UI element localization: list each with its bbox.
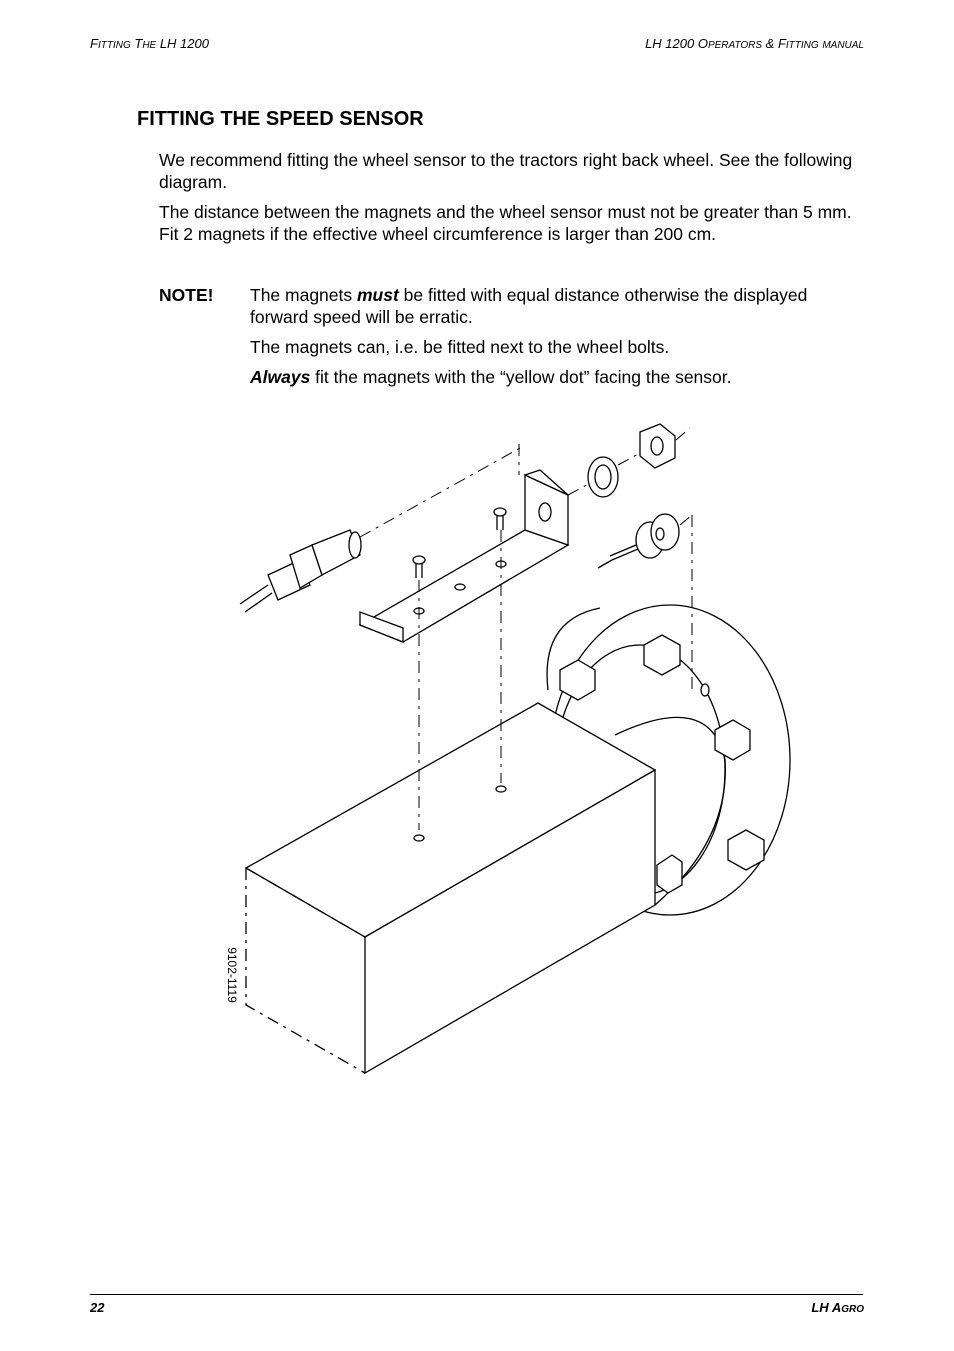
footer-brand: LH AGRO [811,1300,864,1315]
header-left: FITTING THE LH 1200 [90,36,209,51]
note-line-1: The magnets must be fitted with equal distance otherwise the displayed forward speed will be erratic. [250,285,808,327]
sensor-bracket [360,470,568,642]
header-right: LH 1200 OPERATORS & FITTING MANUAL [645,36,864,51]
page-number: 22 [90,1300,105,1315]
washer-and-nut [588,424,675,497]
footer-rule [90,1294,863,1295]
note-line-3: Always fit the magnets with the “yellow dot” facing the sensor. [250,367,732,387]
magnet [636,514,679,558]
figure-code: 9102-1119 [225,947,239,1003]
wheel-sensor [240,530,361,612]
axle-block [246,703,655,1073]
note-label: NOTE! [159,285,214,305]
paragraph-1: We recommend fitting the wheel sensor to the tractors right back wheel. See the following diagram. [159,150,853,192]
paragraph-2: The distance between the magnets and the wheel sensor must not be greater than 5 mm. Fit 2 magnets if the effective wheel circumference is larger than 200 cm. [159,202,852,244]
section-title: FITTING THE SPEED SENSOR [137,108,424,130]
note-line-2: The magnets can, i.e. be fitted next to the wheel bolts. [250,337,670,357]
